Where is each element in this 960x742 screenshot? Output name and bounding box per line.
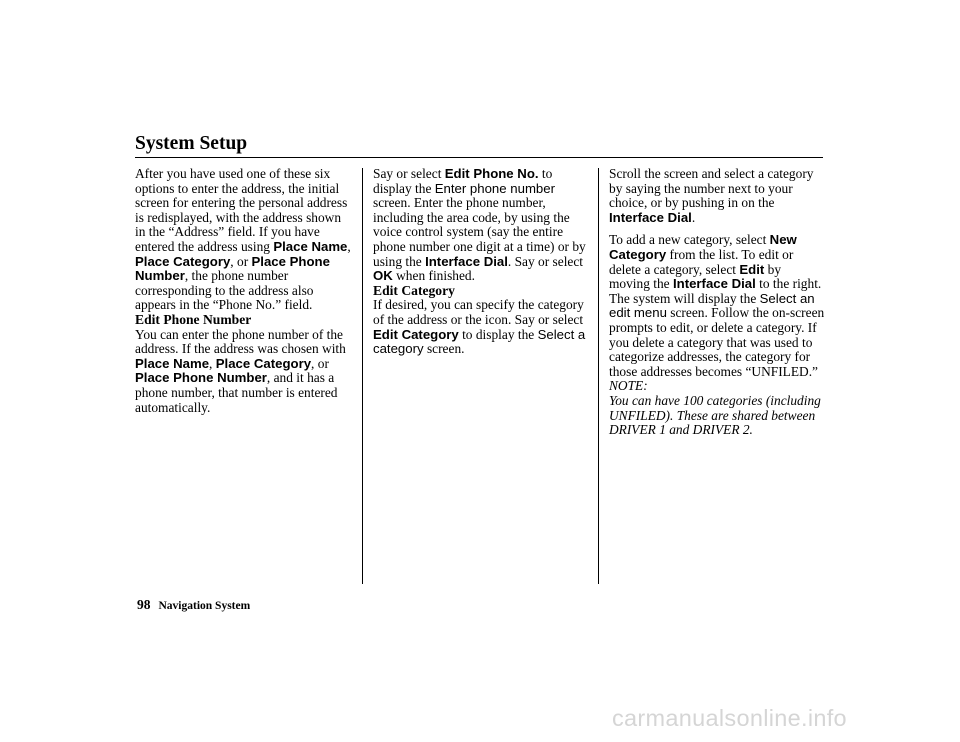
ui-term-interface-dial: Interface Dial [425, 253, 508, 269]
ui-term-place-phone-number: Place Phone Number [135, 253, 330, 284]
col3-paragraph-2: To add a new category, select New Category from the list. To edit or delete a category, select Edit by moving the Interface Dial to the right. The system will display the Select an edit menu screen. Follow the on-screen prompts to edit, or delete a category. If you delete a category that was used to categorize addresses, the category for those addresses becomes “UNFILED.” [609, 232, 825, 379]
col2-paragraph-2: If desired, you can specify the category of the address or the icon. Say or select Edit Category to display the Select a category screen. [373, 297, 586, 357]
col1-paragraph-2: You can enter the phone number of the address. If the address was chosen with Place Name, Place Category, or Place Phone Number, and it has a phone number, that number is entered automatically. [135, 326, 346, 415]
watermark: carmanualsonline.info [612, 705, 847, 731]
ui-term-edit: Edit [739, 261, 765, 277]
ui-term-interface-dial: Interface Dial [672, 276, 756, 292]
ui-term-select-a-category: Select a category [373, 326, 586, 357]
ui-term-place-phone-number: Place Phone Number [135, 370, 267, 386]
ui-term-new-category: New Category [609, 232, 797, 262]
page-number: 98 [137, 597, 151, 612]
ui-term-interface-dial: Interface Dial [609, 209, 692, 225]
title-rule [135, 157, 823, 158]
note-text: You can have 100 categories (including UNFILED). These are shared between DRIVER 1 and DRIVER 2. [609, 392, 821, 438]
ui-term-place-category: Place Category [215, 355, 312, 371]
note-label: NOTE: [609, 378, 648, 394]
col3-paragraph-1: Scroll the screen and select a category by saying the number next to your choice, or by pushing in on the Interface Dial. [609, 166, 814, 225]
page-footer [137, 597, 250, 613]
ui-term-place-name: Place Name [273, 238, 348, 254]
col1-paragraph-1: After you have used one of these six options to enter the address, the initial screen for entering the personal address is redisplayed, with the address shown in the “Address” field. If you have entered the address using Place Name, Place Category, or Place Phone Number, the phone number corresponding to the address also appears in the “Phone No.” field. [135, 166, 351, 313]
ui-term-edit-category: Edit Category [373, 326, 459, 342]
page-title: System Setup [135, 133, 248, 154]
column-divider-2 [598, 168, 599, 584]
heading-edit-category: Edit Category [373, 282, 455, 298]
column-divider-1 [362, 168, 363, 584]
column-2 [373, 167, 588, 357]
ui-term-place-name: Place Name [135, 355, 210, 371]
ui-term-edit-phone-no: Edit Phone No. [444, 166, 539, 181]
ui-term-place-category: Place Category [135, 253, 231, 269]
heading-edit-phone-number: Edit Phone Number [135, 311, 252, 327]
ui-term-enter-phone-number: Enter phone number [434, 180, 555, 196]
col2-paragraph-1: Say or select Edit Phone No. to display the Enter phone number screen. Enter the phone number, including the area code, by using the voice control system (say the entire phone number one digit at a time) or by using the Interface Dial. Say or select OK when finished. [373, 166, 586, 284]
ui-term-select-an-edit-menu: Select an edit menu [609, 290, 815, 321]
column-1 [135, 167, 351, 415]
column-3 [609, 167, 825, 438]
footer-section: Navigation System [158, 600, 251, 612]
ui-term-ok: OK [373, 268, 393, 284]
